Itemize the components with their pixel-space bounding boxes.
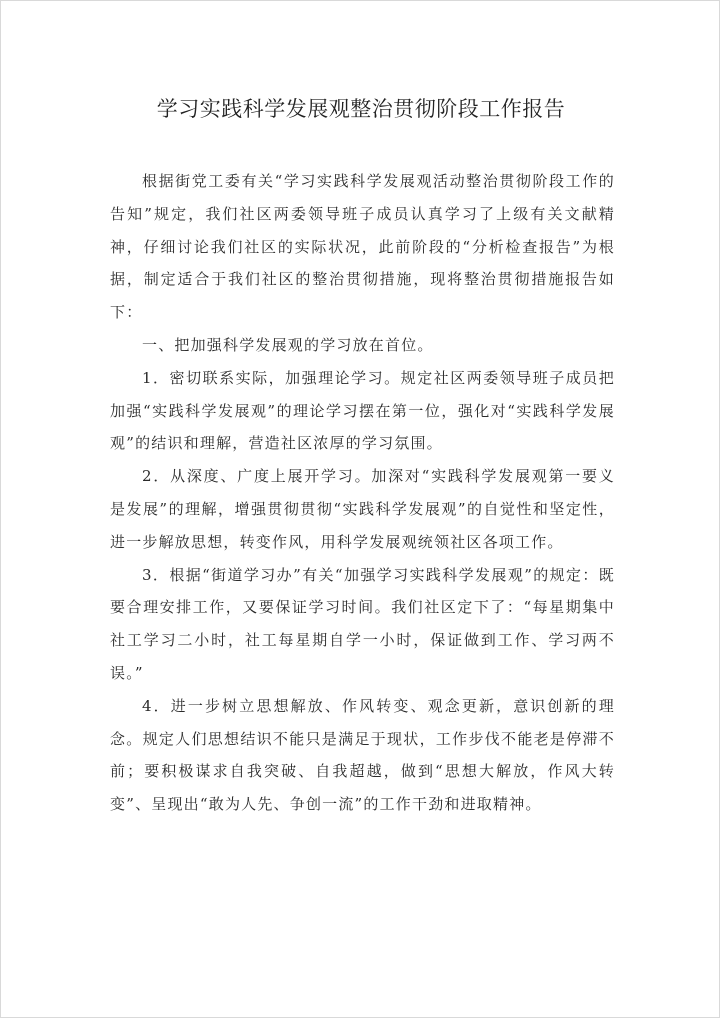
document-body: [110, 165, 615, 821]
paragraph-item-3: 3．根据“街道学习办”有关“加强学习实践科学发展观”的规定：既要合理安排工作，又要保证学习时间。我们社区定下了：“每星期集中社工学习二小时，社工每星期自学一小时，保证做到工作、学习两不误。”: [110, 565, 615, 682]
paragraph-item-2: 2．从深度、广度上展开学习。加深对“实践科学发展观第一要义是发展”的理解，增强贯彻贯彻“实践科学发展观”的自觉性和坚定性，进一步解放思想，转变作风，用科学发展观统领社区各项工作。: [110, 467, 615, 551]
paragraph-item-1: 1．密切联系实际，加强理论学习。规定社区两委领导班子成员把加强“实践科学发展观”的理论学习摆在第一位，强化对“实践科学发展观”的结识和理解，营造社区浓厚的学习氛围。: [110, 368, 615, 453]
document-title: 学习实践科学发展观整治贯彻阶段工作报告: [156, 97, 566, 121]
paragraph-item-4: 4．进一步树立思想解放、作风转变、观念更新，意识创新的理念。规定人们思想结识不能只是满足于现状，工作步伐不能老是停滞不前；要积极谋求自我突破、自我超越，做到“思想大解放，作风大转变”、呈现出“敢为人先、争创一流”的工作干劲和进取精神。: [110, 696, 615, 814]
paragraph-section-heading: 一、把加强科学发展观的学习放在首位。: [142, 335, 434, 354]
paragraph-intro: 根据街党工委有关“学习实践科学发展观活动整治贯彻阶段工作的告知”规定，我们社区两委领导班子成员认真学习了上级有关文献精神，仔细讨论我们社区的实际状况，此前阶段的“分析检查报告”为根据，制定适合于我们社区的整治贯彻措施，现将整治贯彻措施报告如下：: [110, 172, 615, 322]
